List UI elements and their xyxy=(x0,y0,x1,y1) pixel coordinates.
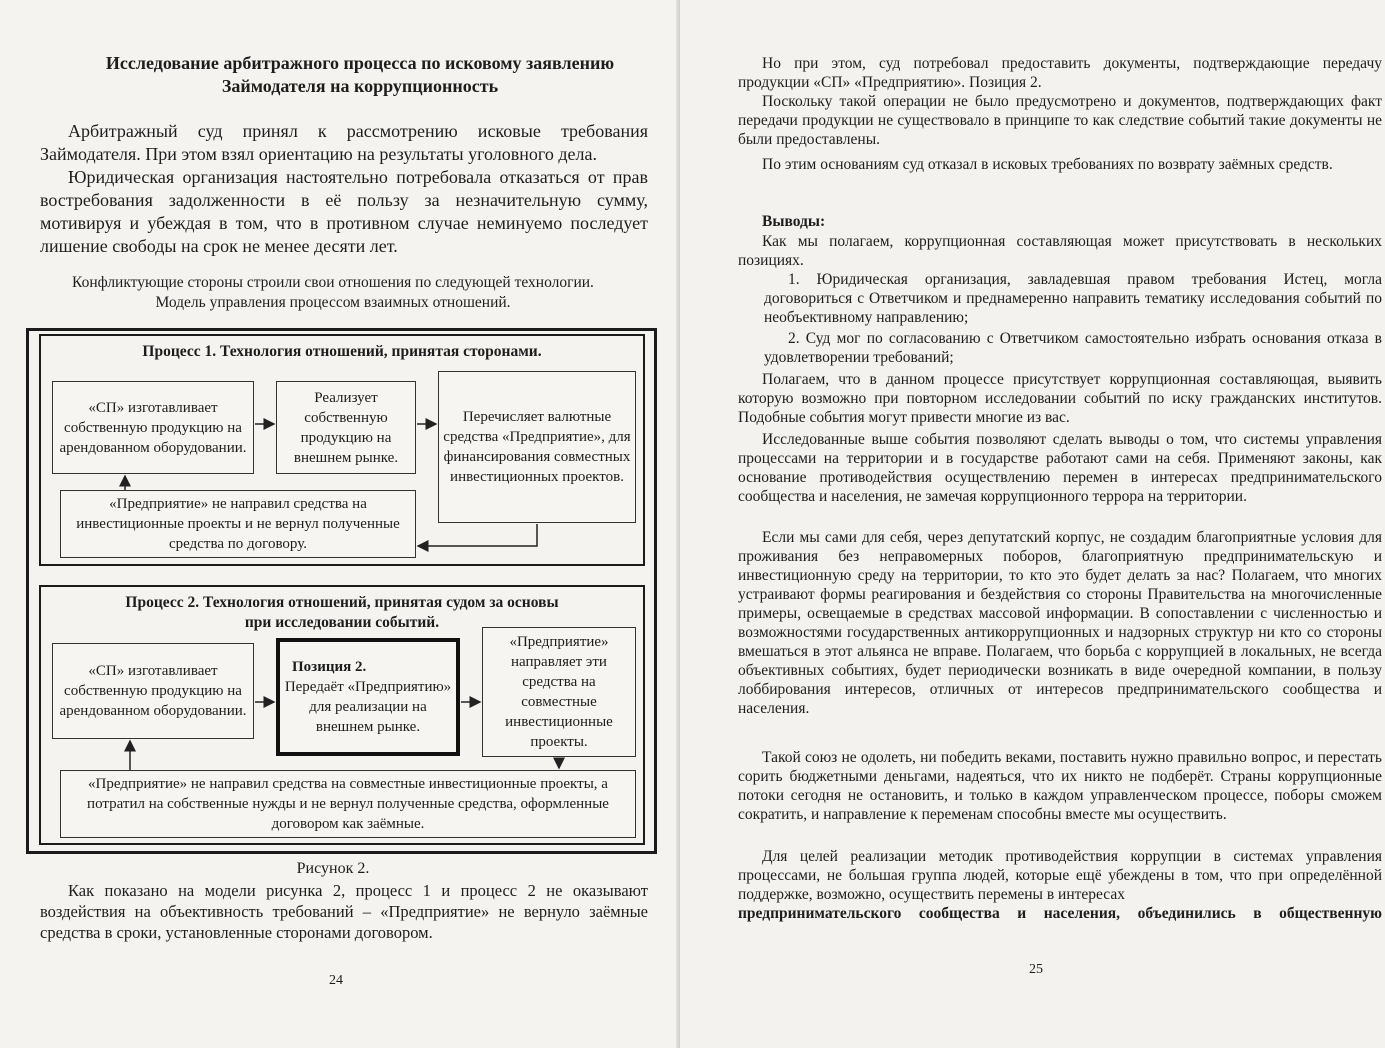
left-paragraph-3: Как показано на модели рисунка 2, процесс 1 и процесс 2 не оказывают воздействия на объективность требований – «Предприятие» не вернуло заёмные средства в сроки, установленные сторонами договором. xyxy=(40,881,648,942)
p2-box-invests: «Предприятие» направляет эти средства на совместные инвестиционные проекты. xyxy=(482,627,636,757)
conclusions-heading: Выводы: xyxy=(762,213,826,230)
conclusion-item-1: 1. Юридическая организация, завладевшая правом требования Истец, могла договориться с Ответчиком и преднамеренно направить тематику исследования событий по необъективному направлению; xyxy=(764,271,1382,326)
right-paragraph-9-bold: предпринимательского сообщества и населения, объединились в общественную xyxy=(738,905,1382,922)
model-caption-line1: Конфликтующие стороны строили свои отношения по следующей технологии. xyxy=(72,274,594,291)
p2-box-not-returned: «Предприятие» не направил средства на совместные инвестиционные проекты, а потратил на собственные нужды и не вернул полученные средства, оформленные договором как заёмные. xyxy=(60,770,636,838)
right-paragraph-3: По этим основаниям суд отказал в исковых требованиях по возврату заёмных средств. xyxy=(762,156,1333,173)
figure-caption: Рисунок 2. xyxy=(296,860,370,877)
right-paragraph-6: Исследованные выше события позволяют сделать выводы о том, что системы управления процессами на территории и в государстве работают сами на себя. Применяют законы, как основание противодействия осуществлению перемен в интересах предпринимательского сообщества и населения, не замечая коррупционного террора на территории. xyxy=(738,431,1382,505)
right-page xyxy=(680,0,1385,1048)
p1-box-sells-market: Реализует собственную продукцию на внешнем рынке. xyxy=(276,381,416,474)
section-title-line2: Займодателя на коррупционность xyxy=(221,76,499,96)
p2-box-sp-production: «СП» изготавливает собственную продукцию на арендованном оборудовании. xyxy=(52,643,254,739)
process-2-title-line2: при исследовании событий. xyxy=(244,614,440,631)
section-title-line1: Исследование арбитражного процесса по исковому заявлению xyxy=(105,53,615,73)
right-paragraph-2: Поскольку такой операции не было предусмотрено и документов, подтверждающих факт передачи продукции не существовало в принципе то как следствие событий такие документы не были предоставлены. xyxy=(738,93,1382,148)
process-2-title-line1: Процесс 2. Технология отношений, принятая судом за основы xyxy=(125,594,559,611)
p1-box-sp-production: «СП» изготавливает собственную продукцию на арендованном оборудовании. xyxy=(52,381,254,474)
right-paragraph-5: Полагаем, что в данном процессе присутствует коррупционная составляющая, выявить которую возможно при повторном исследовании событий по иску гражданских институтов. Подобные события могут привести многие из вас. xyxy=(738,371,1382,426)
p2-box-position-2 xyxy=(276,638,460,756)
model-caption-line2: Модель управления процессом взаимных отношений. xyxy=(155,294,511,311)
right-paragraph-7: Если мы сами для себя, через депутатский корпус, не создадим благоприятные условия для проживания без неправомерных поборов, благоприятную предпринимательскую и инвестиционную среду на территории, то кто это будет делать за нас? Полагаем, что многих устраивают формы реагирования и бездействия со стороны Правительства на многочисленные примеры, освещаемые в средствах массовой информации. В сопоставлении с численностью и возможностями государственных антикоррупционных и надзорных структур ни кто со стороны вмешаться в этот альянса не вправе. Полагаем, что борьба с коррупцией в локальных, не всегда объективных событиях, будет периодически возникать в виде очередной компании, в пользу лоббирования интересов, отличных от интересов предпринимательского сообщества и населения. xyxy=(738,529,1382,717)
conclusion-item-2: 2. Суд мог по согласованию с Ответчиком самостоятельно избрать основания отказа в удовлетворении требований; xyxy=(764,330,1382,366)
p1-box-transfers-funds: Перечисляет валютные средства «Предприятие», для финансирования совместных инвестиционных проектов. xyxy=(438,371,636,523)
left-paragraph-2: Юридическая организация настоятельно потребовала отказаться от прав востребования задолженности в её пользу за незначительную сумму, мотивируя и убеждая в том, что в противном случае неминуемо последует лишение свободы на срок не менее десяти лет. xyxy=(40,167,648,256)
left-page xyxy=(0,0,680,1048)
p1-box-not-returned: «Предприятие» не направил средства на инвестиционные проекты и не вернул полученные средства по договору. xyxy=(60,490,416,558)
position-2-text: Передаёт «Предприятию» для реализации на внешнем рынке. xyxy=(284,679,452,735)
position-2-label: Позиция 2. xyxy=(292,659,367,675)
left-paragraph-1: Арбитражный суд принял к рассмотрению исковые требования Займодателя. При этом взял ориентацию на результаты уголовного дела. xyxy=(40,121,648,164)
right-paragraph-4: Как мы полагаем, коррупционная составляющая может присутствовать в нескольких позициях. xyxy=(738,233,1382,269)
right-paragraph-9: Для целей реализации методик противодействия коррупции в системах управления процессами, не большая группа людей, которые ещё убеждены в том, что при определённой поддержке, возможно, осуществить перемены в интересах xyxy=(738,848,1382,903)
process-1-title: Процесс 1. Технология отношений, принятая сторонами. xyxy=(142,343,542,360)
page-number-left: 24 xyxy=(329,973,343,988)
page-number-right: 25 xyxy=(1029,962,1043,977)
right-paragraph-1: Но при этом, суд потребовал предоставить документы, подтверждающие передачу продукции «СП» «Предприятию». Позиция 2. xyxy=(738,55,1382,91)
right-paragraph-8: Такой союз не одолеть, ни победить веками, поставить нужно правильно вопрос, и перестать сорить бюджетными деньгами, надеяться, что их никто не подберёт. Страны коррупционные потоки сегодня не остановить, и только в каждом управленческом процессе, поборы сможем сократить, и направление к переменам способны вместе мы осуществить. xyxy=(738,749,1382,823)
